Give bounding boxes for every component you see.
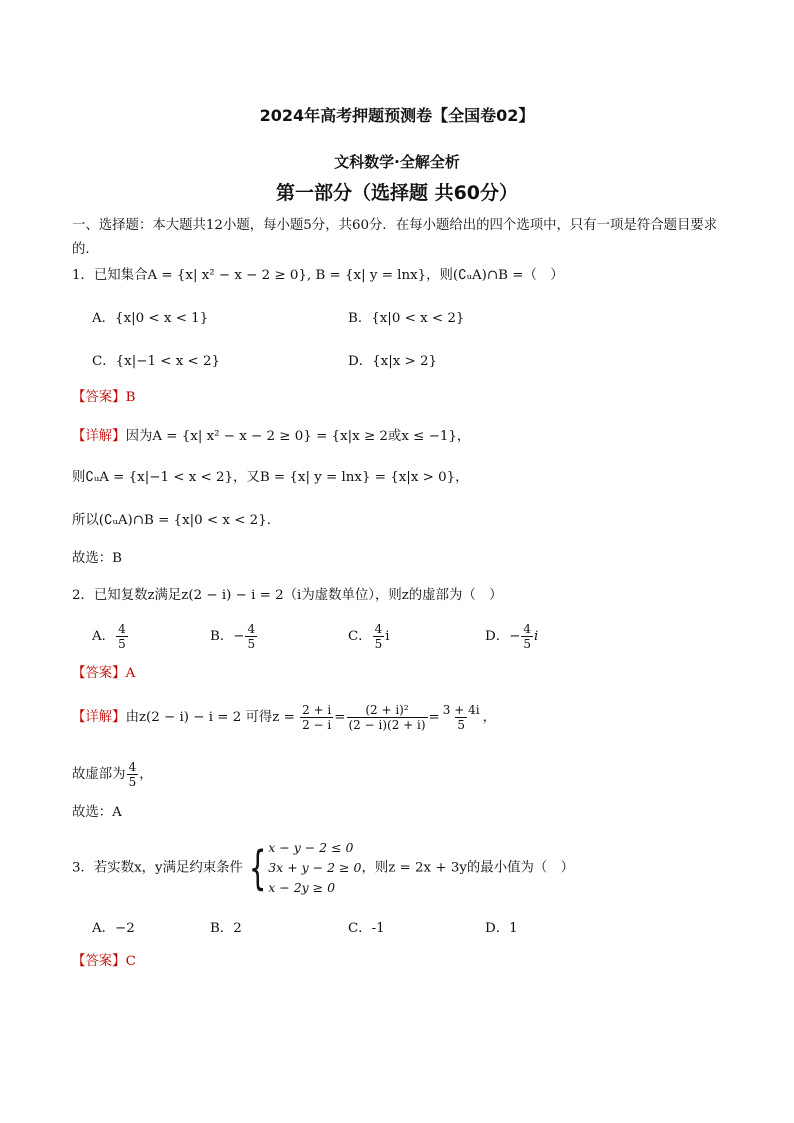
q2-stem-b: 为虚数单位），则z的虚部为（ ） [301,588,503,603]
equals-sign: = [334,710,346,725]
constraint-3: x − 2y ≥ 0 [268,880,336,895]
q2-option-b [210,622,258,651]
answer-label: 【答案】 [72,666,126,681]
part-heading: 第一部分（选择题 共60分） [275,182,519,204]
option-label: C． [348,629,372,644]
imaginary-unit: i [534,629,539,644]
q1-detail-line-2: 则∁ᵤA = {x|−1 < x < 2}，又B = {x| y = lnx} = {x|x > 0}， [72,470,469,485]
fraction [373,622,385,651]
comma: ， [139,767,153,782]
q3-answer [72,950,136,974]
q1-option-d: D．{x|x > 2} [348,354,438,369]
answer-label: 【答案】 [72,390,126,405]
option-label: B．− [210,629,245,644]
q2-stem-a: 2．已知复数z满足z(2 − i) − i = 2（ [72,588,298,603]
numerator: 4 [523,622,531,636]
denominator: 5 [523,637,531,651]
q3-option-c: C．-1 [348,921,385,936]
detail-label: 【详解】 [72,429,126,444]
option-label: A． [92,629,116,644]
constraint-system [243,838,362,898]
denominator: 5 [118,637,126,651]
answer-label: 【答案】 [72,954,126,969]
comma: ， [482,710,496,725]
q2-detail [72,703,496,732]
q2-option-c [348,622,390,651]
detail-label: 【详解】 [72,710,126,725]
q1-detail-line-3: 所以(∁ᵤA)∩B = {x|0 < x < 2}． [72,513,281,528]
q3-stem-b: ，则z = 2x + 3y的最小值为（ ） [361,860,575,876]
denominator: 5 [247,637,256,651]
fraction-1 [300,703,333,732]
denominator: 5 [457,718,465,732]
q1-stem: 1．已知集合A = {x| x² − x − 2 ≥ 0}, B = {x| y = lnx}，则(∁ᵤA)∩B =（ ） [72,268,564,283]
q3-option-d: D．1 [485,921,518,936]
q1-option-a: A．{x|0 < x < 1} [92,311,209,326]
detail-text: 因为A = {x| x² − x − 2 ≥ 0} = {x|x ≥ 2或x ≤ −1}， [125,429,471,444]
numerator: 4 [247,622,256,636]
q1-choose: 故选：B [72,551,123,566]
doc-title: 2024年高考押题预测卷【全国卷02】 [259,106,535,125]
equals-sign: = [428,710,440,725]
q2-choose: 故选：A [72,805,122,820]
denominator: 5 [374,637,383,651]
numerator: 3 + 4i [442,703,480,717]
doc-subtitle: 文科数学·全解全析 [334,153,460,171]
q2-stem [72,584,503,608]
section-intro: 一、选择题：本大题共12小题，每小题5分，共60分．在每小题给出的四个选项中，只有一项是符合题目要求的． [72,218,718,257]
q1-option-c: C．{x|−1 < x < 2} [92,354,221,369]
q2-option-d [485,622,538,651]
fraction-2 [347,703,428,732]
answer-value: A [125,666,136,681]
q2-imag-part [72,760,153,789]
fraction [245,622,257,651]
fraction [116,622,128,651]
q2-answer [72,662,135,686]
fraction [127,760,139,789]
answer-value: B [125,390,136,405]
numerator: 4 [118,622,126,636]
denominator: 2 − i [302,718,332,732]
q3-stem [72,838,574,898]
numerator: 4 [128,760,137,774]
denominator: 5 [128,775,137,789]
denominator: (2 − i)(2 + i) [348,718,426,732]
fraction [521,622,533,651]
option-label: D．− [485,629,521,644]
constraint-2: 3x + y − 2 ≥ 0 [268,860,362,875]
q1-answer [72,386,135,410]
answer-value: C [125,954,136,969]
numerator: 4 [374,622,383,636]
imaginary-unit: i [385,629,390,644]
constraint-rows [268,838,361,898]
q3-stem-a: 3．若实数x，y满足约束条件 [72,860,243,876]
imaginary-unit: i [297,588,302,603]
q1-detail-line-1 [72,425,470,449]
brace: { [248,841,267,895]
constraint-1: x − y − 2 ≤ 0 [268,840,354,855]
q2-option-a [92,622,129,651]
q3-option-a: A．−2 [92,921,135,936]
q3-option-b: B．2 [210,921,242,936]
q1-option-b: B．{x|0 < x < 2} [348,311,465,326]
numerator: (2 + i)² [365,703,409,717]
numerator: 2 + i [302,703,332,717]
imag-text: 故虚部为 [72,767,126,782]
detail-text: 由z(2 − i) − i = 2 可得z = [125,710,295,725]
fraction-3 [441,703,482,732]
